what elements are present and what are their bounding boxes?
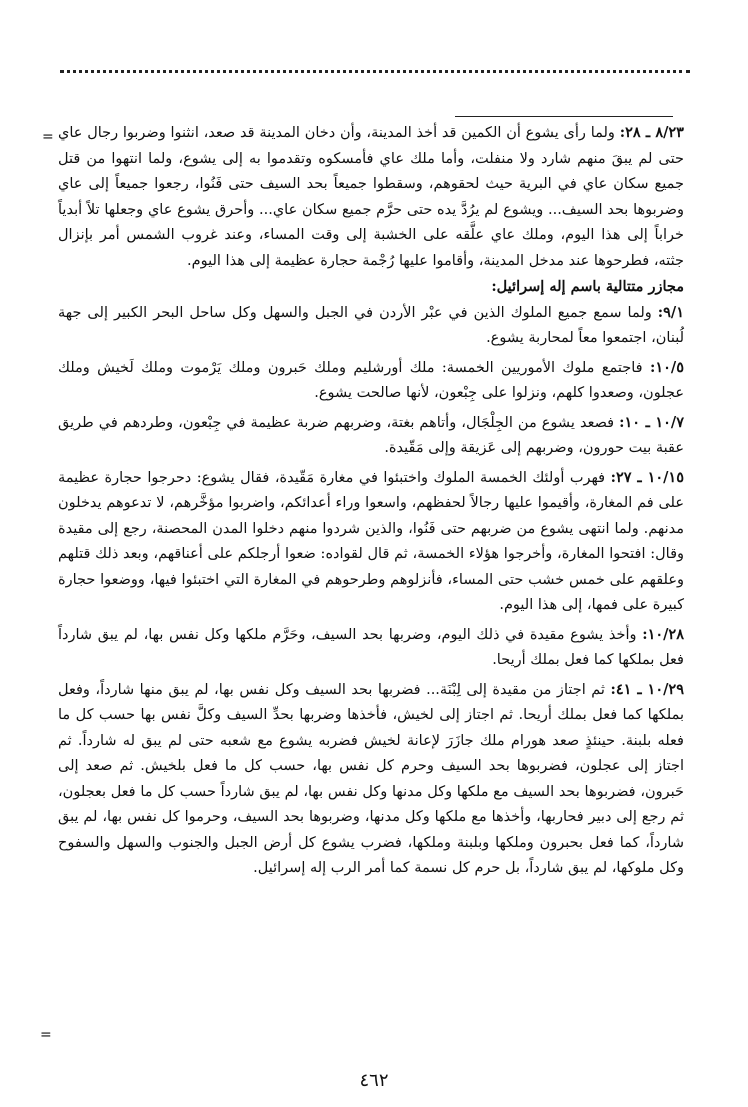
paragraph xyxy=(58,300,684,352)
verse-text: فهرب أولئك الخمسة الملوك واختبئوا في مغارة مَقّيدة، فقال يشوع: دحرجوا حجارة عظيمة على فم المغارة، وأقيموا عليها رجالاً لحفظهم، واسعوا وراء أعدائكم، واضربوا مؤخَّرهم، لا تدعوهم يدخلون مدنهم. ولما انتهى يشوع من ضربهم حتى فَنُوا، والذين شردوا منهم دخلوا المدن المحصنة، رجع إلى مقيدة وقال: افتحوا المغارة، وأخرجوا هؤلاء الخمسة، ثم قال لقواده: ضعوا أرجلكم على أعناقهم، وبعد ذلك قتلهم وعلقهم على خمس خشب حتى المساء، فأنزلوهم وطرحوهم في المغارة التي اختبئوا فيها، ووضعوا حجارة كبيرة على فمها، إلى هذا اليوم. xyxy=(58,469,684,613)
verse-ref: ١٠/١٥ ـ ٢٧: xyxy=(610,468,685,486)
section-rule xyxy=(455,116,673,117)
verse-text: فاجتمع ملوك الأموريين الخمسة: ملك أورشليم وملك حَبرون وملك يَرْموت وملك لَخيش وملك عجلون، وصعدوا كلهم، ونزلوا على جِبْعون، لأنها صالحت يشوع. xyxy=(58,359,684,401)
verse-ref: ٩/١: xyxy=(657,303,684,321)
verse-ref: ١٠/٢٩ ـ ٤١: xyxy=(610,680,684,698)
verse-ref: ١٠/٥: xyxy=(649,358,684,376)
paragraph xyxy=(58,355,684,407)
margin-mark-bottom: = xyxy=(40,1027,52,1043)
verse-text: وأخذ يشوع مقيدة في ذلك اليوم، وضربها بحد السيف، وحَرَّم ملكها وكل نفس بها، لم يبق شارداً فعل بملكها كما فعل بملك أريحا. xyxy=(58,626,684,668)
verse-text: ولما رأى يشوع أن الكمين قد أخذ المدينة، وأن دخان المدينة قد صعد، انثنوا وضربوا رجال عاي حتى لم يبقَ منهم شارد ولا منفلت، وأما ملك عاي فأمسكوه وتقدموا به إلى يشوع، ولما انتهوا من قتل جميع سكان عاي في البرية حيث لحقوهم، وسقطوا جميعاً بحد السيف حتى فَنُوا، رجعوا جميعاً إلى عاي وضربوها بحد السيف... ويشوع لم يرُدَّ يده حتى حرَّم جميع سكان عاي... وأحرق يشوع عاي وجعلها تلاً أبدياً خراباً إلى هذا اليوم، وملك عاي علَّقه على الخشبة إلى وقت المساء، وعند غروب الشمس أمر بإنزال جثته، فطرحوها عند مدخل المدينة، وأقاموا عليها رُجْمة حجارة عظيمة إلى هذا اليوم. xyxy=(58,125,684,269)
verse-text: ولما سمع جميع الملوك الذين في عبْر الأردن في الجبل والسهل وكل ساحل البحر الكبير إلى جهة لُبنان، اجتمعوا معاً لمحاربة يشوع. xyxy=(58,304,684,346)
verse-ref: ١٠/٧ ـ ١٠: xyxy=(619,413,684,431)
page-number: ٤٦٢ xyxy=(359,1070,389,1091)
body-text xyxy=(58,120,684,882)
paragraph xyxy=(58,677,684,882)
section-heading: مجازر متتالية باسم إله إسرائيل: xyxy=(491,278,684,295)
dotted-header-line xyxy=(60,70,690,73)
verse-ref: ١٠/٢٨: xyxy=(642,625,685,643)
paragraph xyxy=(58,465,684,619)
paragraph xyxy=(58,622,684,674)
verse-text: فصعد يشوع من الجِلْجَال، وأتاهم بغتة، وضربهم ضربة عظيمة في جِبْعون، وطردهم في طريق عقبة بيت حورون، وضربهم إلى عَزيقة وإلى مَقّيدة. xyxy=(58,414,684,456)
verse-text: ثم اجتاز من مقيدة إلى لِبْنَة... فضربها بحد السيف وكل نفس بها، لم يبق منها شارداً، وفعل بملكها كما فعل بملك أريحا. ثم اجتاز إلى لخيش، فأخذها وضربها بحدِّ السيف وكلَّ نفس بها حسب كل ما فعله بلبنة. حينئذٍ صعد هورام ملك جازَرَ لإعانة لخيش فضربه يشوع مع شعبه حتى لم يبق له شارداً. ثم اجتاز إلى عجلون، فضربوها بحد السيف وحرم كل نفس بها، حسب كل ما فعل بلخيش. ثم صعد إلى حَبرون، فضربوها بحد السيف مع ملكها وكل مدنها وكل نفس بها، لم يبق شارداً حسب كل ما فعل بعجلون، ثم رجع إلى دبير فحاربها، وأخذها مع ملكها وكل مدنها، وضربوها بحد السيف، وحرموا كل نفس بها، لم يبق شارداً، كما فعل بحبرون وملكها وبلبنة وملكها، فضرب يشوع كل أرض الجبل والجنوب والسهل والسفوح وكل ملوكها، لم يبق شارداً، بل حرم كل نسمة كما أمر الرب إله إسرائيل. xyxy=(58,681,684,876)
paragraph xyxy=(58,410,684,462)
verse-ref: ٨/٢٣ ـ ٢٨: xyxy=(619,124,684,141)
paragraph xyxy=(58,120,684,274)
margin-mark-top: = xyxy=(42,129,54,145)
